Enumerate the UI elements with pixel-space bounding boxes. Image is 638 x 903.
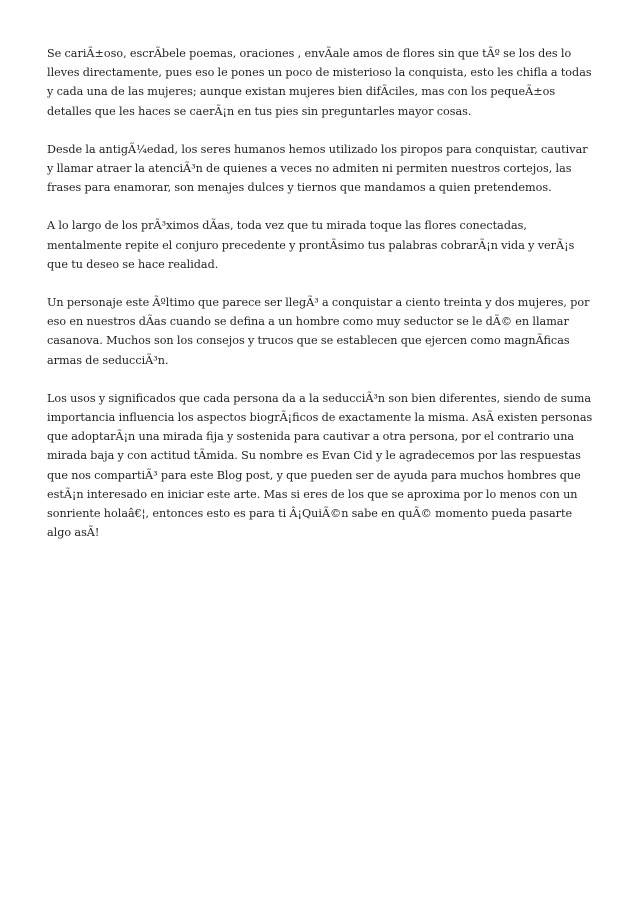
document-page <box>47 44 595 561</box>
paragraph-2: Desde la antigÃ¼edad, los seres humanos hemos utilizado los piropos para conquistar, cautivar y llamar atraer la atenciÃ³n de quienes a veces no admiten ni permiten nuestros cortejos, las frases para enamorar, son menajes dulces y tiernos que mandamos a quien pretendemos. <box>47 142 588 195</box>
paragraph-5: Los usos y significados que cada persona da a la seducciÃ³n son bien diferentes, siendo de suma importancia influencia los aspectos biogrÃ¡ficos de exactamente la misma. AsÃ existen personas que adoptarÃ¡n una mirada fija y sostenida para cautivar a otra persona, por el contrario una mirada baja y con actitud tÃmida. Su nombre es Evan Cid y le agradecemos por las respuestas que nos compartiÃ³ para este Blog post, y que pueden ser de ayuda para muchos hombres que estÃ¡n interesado en iniciar este arte. Mas si eres de los que se aproxima por lo menos con un sonriente holaâ€¦, entonces esto es para ti Â¡QuiÃ©n sabe en quÃ© momento pueda pasarte algo asÃ! <box>47 391 593 540</box>
paragraph-4: Un personaje este Ãºltimo que parece ser llegÃ³ a conquistar a ciento treinta y dos mujeres, por eso en nuestros dÃas cuando se defina a un hombre como muy seductor se le dÃ© en llamar casanova. Muchos son los consejos y trucos que se establecen que ejercen como magnÃficas armas de seducciÃ³n. <box>47 296 590 367</box>
paragraph-3: A lo largo de los prÃ³ximos dÃas, toda vez que tu mirada toque las flores conectadas, mentalmente repite el conjuro precedente y prontÃsimo tus palabras cobrarÃ¡n vida y verÃ¡s que tu deseo se hace realidad. <box>47 219 575 271</box>
paragraph-1: Se cariÃ±oso, escrÃbele poemas, oraciones , envÃale amos de flores sin que tÃº se los des lo lleves directamente, pues eso le pones un poco de misterioso la conquista, esto les chifla a todas y cada una de las mujeres; aunque existan mujeres bien difÃciles, mas con los pequeÃ±os detalles que les haces se caerÃ¡n en tus pies sin preguntarles mayor cosas. <box>47 47 592 118</box>
